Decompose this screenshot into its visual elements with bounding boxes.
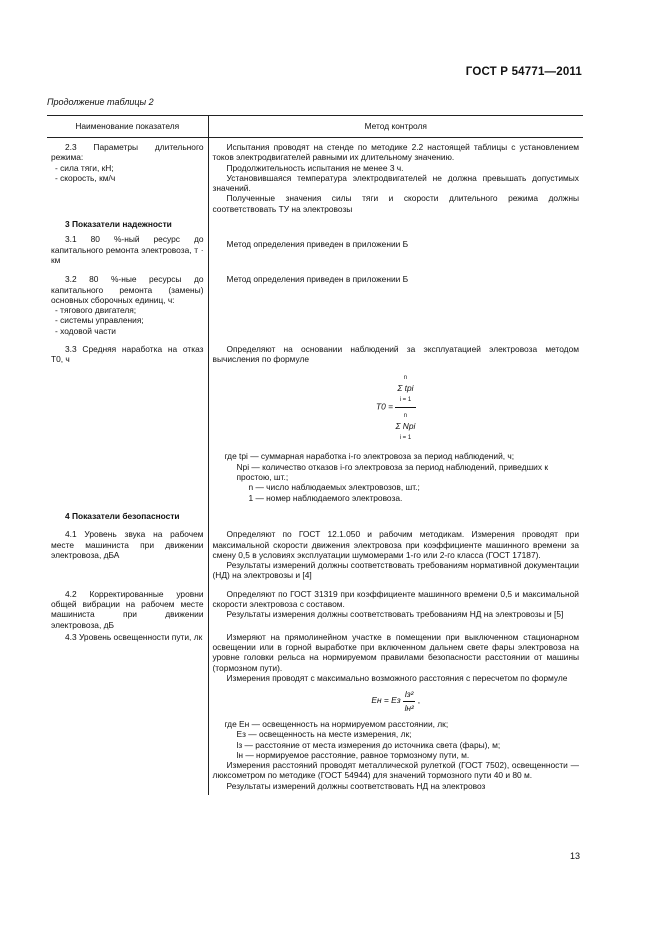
sum-limit-top: n: [403, 374, 408, 381]
legend-item: где tpi — суммарная наработка i-го электровоза за период наблюдений, ч;: [224, 451, 515, 462]
mtbf-formula: [213, 371, 580, 444]
legend-item: n — число наблюдаемых электровозов, шт.;: [248, 482, 420, 493]
formula-denominator: lн²: [404, 702, 414, 713]
indicator-item: - тягового двигателя;: [55, 305, 137, 316]
method-text: Измерения проводят с максимально возможного расстояния с пересчетом по формуле: [226, 673, 568, 684]
formula-fraction: [395, 371, 415, 444]
table-row: [47, 229, 583, 265]
sum-limit-bottom: i = 1: [399, 435, 412, 442]
legend-item: Npi — количество отказов i-го электровоза за период наблюдений, приведших к простою, шт.;: [236, 461, 549, 483]
formula-fraction: [403, 689, 416, 713]
method-text: Измерения расстояний проводят металлической рулеткой (ГОСТ 7502), освещенности — люксометром по методике (ГОСТ 54944) для значений тормозного пути 40 и 80 м.: [212, 760, 579, 781]
method-text: Измеряют на прямолинейном участке в помещении при выключенном стационарном освещении или в горной выработке при включенном дальнем свете фары электровоза на уровне головки рельса на нормируемом правилами безопасности расстоянии от машины (тормозном пути).: [212, 631, 579, 673]
method-text: Определяют по ГОСТ 31319 при коэффициенте машинного времени 0,5 и максимальной скорости электровоза с составом.: [212, 588, 579, 609]
method-text: Метод определения приведен в приложении Б: [226, 274, 409, 285]
method-text: Метод определения приведен в приложении Б: [226, 239, 409, 250]
illuminance-formula: Eн = Eз $\frac{\text{lз²}}{\text{lн²}}$ ,: [371, 689, 421, 713]
indicator-name: 3.3 Средняя наработка на отказ T0, ч: [51, 344, 204, 365]
document-code: ГОСТ Р 54771—2011: [465, 66, 582, 78]
legend-item: 1 — номер наблюдаемого электровоза.: [248, 492, 403, 503]
legend-item: Eз — освещенность на месте измерения, лк;: [236, 729, 412, 740]
formula-legend: [213, 719, 580, 760]
method-text: Испытания проводят на стенде по методике 2.2 настоящей таблицы с установлением токов электродвигателей равными их длительному значению.: [212, 142, 579, 163]
table-row: [47, 336, 583, 503]
method-text: Определяют по ГОСТ 12.1.050 и рабочим методикам. Измерения проводят при максимальной скорости движения электровоза при коэффициенте машинного времени за смену 0,5 в условиях эксплуатации шумомерами 1-го или 2-го класса (ГОСТ 17187).: [212, 529, 579, 560]
method-text: Определяют на основании наблюдений за эксплуатацией электровоза методом вычисления по формуле: [212, 344, 579, 365]
indicators-table: [47, 115, 583, 795]
col-header-indicator: Наименование показателя: [47, 116, 208, 138]
method-text: Полученные значения силы тяги и скорости длительного режима должны соответствовать ТУ на электровозы: [212, 193, 579, 214]
page-number: 13: [569, 851, 580, 861]
indicator-name: 4.3 Уровень освещенности пути, лк: [65, 631, 203, 642]
legend-item: lн — нормируемое расстояние, равное тормозному пути, м.: [236, 749, 470, 760]
indicator-name: 4.2 Корректированные уровни общей вибрации на рабочем месте машиниста при движении электровоза, дБ: [51, 588, 204, 630]
indicator-item: - скорость, км/ч: [55, 172, 116, 183]
table-header-row: [47, 116, 583, 138]
table-row: [47, 138, 583, 215]
table-row: [47, 503, 583, 521]
table-row: [47, 581, 583, 630]
indicator-item: - сила тяги, кН;: [55, 162, 114, 173]
indicator-name: 3.2 80 %-ные ресурсы до капитального ремонта (замены) основных сборочных единиц, ч:: [51, 274, 204, 305]
sum-limit-bottom: i = 1: [399, 397, 412, 404]
table-caption: Продолжение таблицы 2: [47, 97, 154, 107]
section-title: 3 Показатели надежности: [65, 219, 172, 230]
indicator-name: 3.1 80 %-ный ресурс до капитального ремонта электровоза, т · км: [51, 234, 204, 265]
method-text: Результаты измерений должны соответствовать требованиям нормативной документации (НД) на электровозы и [4]: [212, 560, 579, 581]
section-title: 4 Показатели безопасности: [65, 510, 180, 521]
col-header-method: Метод контроля: [208, 116, 583, 138]
formula-numerator: Σ tpi: [397, 382, 414, 393]
table-row: [47, 630, 583, 791]
sum-limit-top: n: [403, 412, 408, 419]
formula-legend: [213, 451, 580, 502]
table-row: [47, 265, 583, 336]
legend-item: lз — расстояние от места измерения до источника света (фары), м;: [236, 739, 501, 750]
formula-numerator: lз²: [403, 689, 416, 701]
formula-lhs: Eн = Eз: [371, 695, 401, 706]
formula-lhs: T0 =: [375, 401, 393, 412]
method-text: Установившаяся температура электродвигателей не должна превышать допустимых значений.: [212, 172, 579, 194]
method-text: Результаты измерения должны соответствовать требованиям НД на электровозы и [5]: [226, 609, 564, 620]
indicator-name: 2.3 Параметры длительного режима:: [51, 142, 204, 163]
indicator-name: 4.1 Уровень звука на рабочем месте машиниста при движении электровоза, дБА: [51, 529, 204, 560]
legend-item: где Eн — освещенность на нормируемом расстоянии, лк;: [224, 718, 449, 729]
method-text: Результаты измерений должны соответствовать НД на электровоз: [226, 780, 486, 791]
formula-denominator: Σ Npi: [395, 420, 416, 431]
indicator-item: - ходовой части: [55, 325, 116, 336]
indicator-item: - системы управления;: [55, 315, 144, 326]
table-row: [47, 214, 583, 229]
method-text: Продолжительность испытания не менее 3 ч.: [226, 162, 404, 173]
table-row: [47, 521, 583, 580]
